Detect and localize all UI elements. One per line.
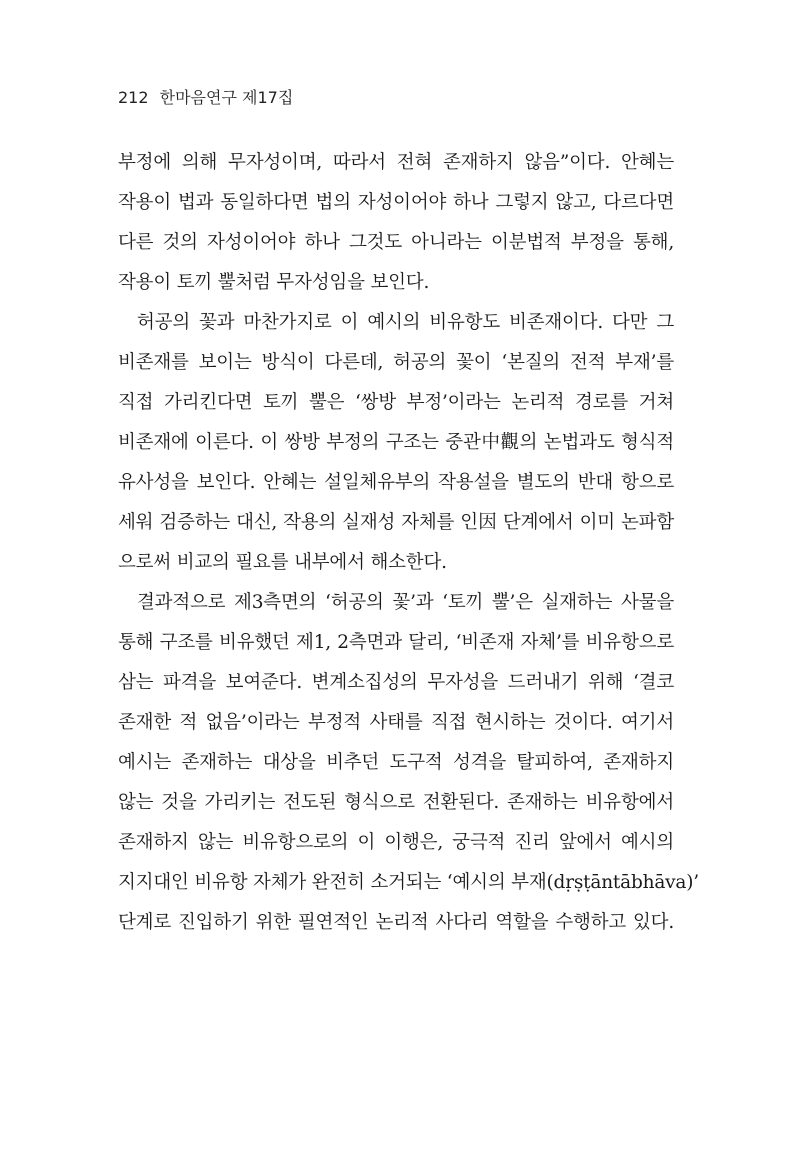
paragraph-1-line-2: 작용이 법과 동일하다면 법의 자성이어야 하나 그렇지 않고, 다르다면 [118,192,674,213]
paragraph-2-line-4: 비존재에 이른다. 이 쌍방 부정의 구조는 중관中觀의 논법과도 형식적 [118,432,674,453]
journal-title: 한마음연구 제17집 [159,88,294,107]
paragraph-2-line-7: 으로써 비교의 필요를 내부에서 해소한다. [118,552,447,573]
paragraph-2-line-2: 비존재를 보이는 방식이 다른데, 허공의 꽃이 ‘본질의 전적 부재’를 [118,352,674,373]
paragraph-2-line-1: 허공의 꽃과 마찬가지로 이 예시의 비유항도 비존재이다. 다만 그 [137,312,674,333]
paragraph-3-line-3: 삼는 파격을 보여준다. 변계소집성의 무자성을 드러내기 위해 ‘결코 [118,672,674,693]
paragraph-3-line-7: 존재하지 않는 비유항으로의 이 이행은, 궁극적 진리 앞에서 예시의 [118,832,674,853]
paragraph-2-line-6: 세워 검증하는 대신, 작용의 실재성 자체를 인因 단계에서 이미 논파함 [118,512,674,533]
page-number: 212 [118,88,149,107]
paragraph-1-line-1: 부정에 의해 무자성이며, 따라서 전혀 존재하지 않음”이다. 안혜는 [118,152,674,173]
paragraph-3-line-8: 지지대인 비유항 자체가 완전히 소거되는 ‘예시의 부재(dṛṣṭāntābhāva)’ [118,872,699,893]
paragraph-3-line-9: 단계로 진입하기 위한 필연적인 논리적 사다리 역할을 수행하고 있다. [118,912,674,933]
paragraph-2-line-3: 직접 가리킨다면 토끼 뿔은 ‘쌍방 부정’이라는 논리적 경로를 거쳐 [118,392,674,413]
running-header [118,87,293,109]
paragraph-1-line-3: 다른 것의 자성이어야 하나 그것도 아니라는 이분법적 부정을 통해, [118,232,674,253]
paragraph-3-line-6: 않는 것을 가리키는 전도된 형식으로 전환된다. 존재하는 비유항에서 [118,792,674,813]
paragraph-2-line-5: 유사성을 보인다. 안혜는 설일체유부의 작용설을 별도의 반대 항으로 [118,472,674,493]
paragraph-3-line-4: 존재한 적 없음’이라는 부정적 사태를 직접 현시하는 것이다. 여기서 [118,712,674,733]
paragraph-3-line-5: 예시는 존재하는 대상을 비추던 도구적 성격을 탈피하여, 존재하지 [118,752,674,773]
paragraph-3-line-1: 결과적으로 제3측면의 ‘허공의 꽃’과 ‘토끼 뿔’은 실재하는 사물을 [137,592,674,613]
paragraph-3-line-2: 통해 구조를 비유했던 제1, 2측면과 달리, ‘비존재 자체’를 비유항으로 [118,632,674,653]
paragraph-1-line-4: 작용이 토끼 뿔처럼 무자성임을 보인다. [118,272,430,293]
